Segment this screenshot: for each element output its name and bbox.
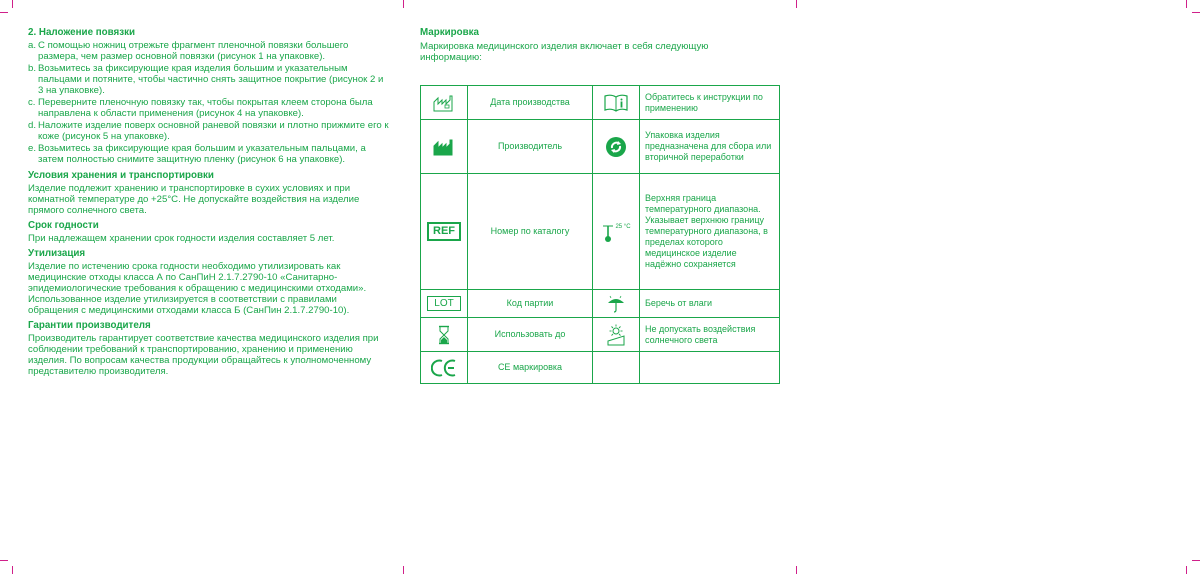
table-row [421, 120, 780, 174]
table-description: Беречь от влаги [640, 290, 780, 318]
lot-text: LOT [427, 296, 460, 311]
storage-text: Изделие подлежит хранению и транспортировке в сухих условиях и при комнатной температуре до +25°C. Не допускайте воздействия на изделие прямого солнечного света. [28, 183, 360, 216]
table-label: Использовать до [468, 318, 593, 352]
crop-mark-left-bottom [0, 560, 8, 561]
table-description: Не допускать воздействия солнечного света [640, 318, 780, 352]
step-e [28, 143, 390, 165]
temperature-limit-icon [593, 174, 640, 290]
ref-icon [421, 174, 468, 290]
marking-title: Маркировка [420, 27, 479, 38]
crop-mark-bottom-center-right [796, 566, 797, 574]
disposal-text-2: Использованное изделие утилизируется в соответствии с правилами обращения с медицинскими отходами класса Б (СанПин 2.1.7.2790-10). [28, 294, 350, 316]
step-a [28, 40, 390, 62]
keep-dry-icon [593, 290, 640, 318]
shelf-life-text: При надлежащем хранении срок годности изделия составляет 5 лет. [28, 233, 335, 244]
use-by-icon [421, 318, 468, 352]
table-label: CE маркировка [468, 352, 593, 384]
table-row [421, 86, 780, 120]
step-d [28, 120, 390, 142]
right-column [420, 27, 782, 63]
table-description: Обратитесь к инструкции по применению [640, 86, 780, 120]
step-b [28, 63, 390, 96]
step-text: С помощью ножниц отрежьте фрагмент пленочной повязки большего размера, чем размер основной повязки (рисунок 1 на упаковке). [38, 40, 349, 62]
ce-mark-icon [421, 352, 468, 384]
empty-icon-cell [593, 352, 640, 384]
table-description: Упаковка изделия предназначена для сбора или вторичной переработки [640, 120, 780, 174]
marking-intro: Маркировка медицинского изделия включает в себя следующую информацию: [420, 41, 709, 63]
warranty-text: Производитель гарантирует соответствие качества медицинского изделия при соблюдении требований к транспортированию, хранению и применению изделия. По вопросам качества продукции обращайтесь к уполномоченному представителю производителя. [28, 333, 379, 377]
crop-mark-top-center-left [403, 0, 404, 8]
table-row [421, 352, 780, 384]
step-marker: a. [28, 40, 37, 51]
step-text: Наложите изделие поверх основной раневой повязки и плотно прижмите его к коже (рисунок 5 на упаковке). [38, 120, 389, 142]
crop-mark-right-top [1192, 12, 1200, 13]
crop-mark-top-left [12, 0, 13, 8]
keep-from-sunlight-icon [593, 318, 640, 352]
application-steps [28, 40, 390, 165]
table-label: Код партии [468, 290, 593, 318]
step-text: Переверните пленочную повязку так, чтобы покрытая клеем сторона была направлена к области применения (рисунок 4 на упаковке). [38, 97, 373, 119]
step-marker: d. [28, 120, 37, 131]
marking-table [420, 85, 780, 384]
table-row [421, 174, 780, 290]
empty-description-cell [640, 352, 780, 384]
table-label: Дата производства [468, 86, 593, 120]
step-marker: b. [28, 63, 37, 74]
crop-mark-top-center-right [796, 0, 797, 8]
step-text: Возьмитесь за фиксирующие края изделия большим и указательным пальцами и потяните, чтобы частично снять защитное покрытие (рисунок 2 и 3 на упаковке). [38, 63, 384, 96]
manufacturer-icon [421, 120, 468, 174]
consult-instructions-icon [593, 86, 640, 120]
crop-mark-bottom-right [1186, 566, 1187, 574]
table-row [421, 290, 780, 318]
left-column [28, 27, 390, 377]
shelf-life-title: Срок годности [28, 220, 99, 231]
disposal-text-1: Изделие по истечению срока годности необходимо утилизировать как медицинские отходы класса А по СанПиН 2.1.7.2790-10 «Санитарно-эпидемиологические требования к обращению с медицинскими отходами». [28, 261, 367, 294]
table-label: Производитель [468, 120, 593, 174]
storage-title: Условия хранения и транспортировки [28, 170, 214, 181]
temperature-text: 25 °C [615, 223, 631, 230]
step-marker: e. [28, 143, 37, 154]
step-c [28, 97, 390, 119]
step-marker: c. [28, 97, 36, 108]
crop-mark-bottom-left [12, 566, 13, 574]
step-text: Возьмитесь за фиксирующие края большим и указательным пальцами, а затем полностью снимите защитную пленку (рисунок 6 на упаковке). [38, 143, 366, 165]
recycling-icon [593, 120, 640, 174]
lot-icon [421, 290, 468, 318]
application-title: 2. Наложение повязки [28, 27, 136, 38]
ref-text: REF [427, 222, 461, 241]
crop-mark-left-top [0, 12, 8, 13]
table-description: Верхняя граница температурного диапазона. Указывает верхнюю границу температурного диапазона, в пределах которого медицинское изделие надёжно сохраняется [640, 174, 780, 290]
disposal-title: Утилизация [28, 248, 86, 259]
warranty-title: Гарантии производителя [28, 320, 151, 331]
date-of-manufacture-icon [421, 86, 468, 120]
crop-mark-bottom-center-left [403, 566, 404, 574]
crop-mark-top-right [1186, 0, 1187, 8]
table-row [421, 318, 780, 352]
table-label: Номер по каталогу [468, 174, 593, 290]
crop-mark-right-bottom [1192, 560, 1200, 561]
